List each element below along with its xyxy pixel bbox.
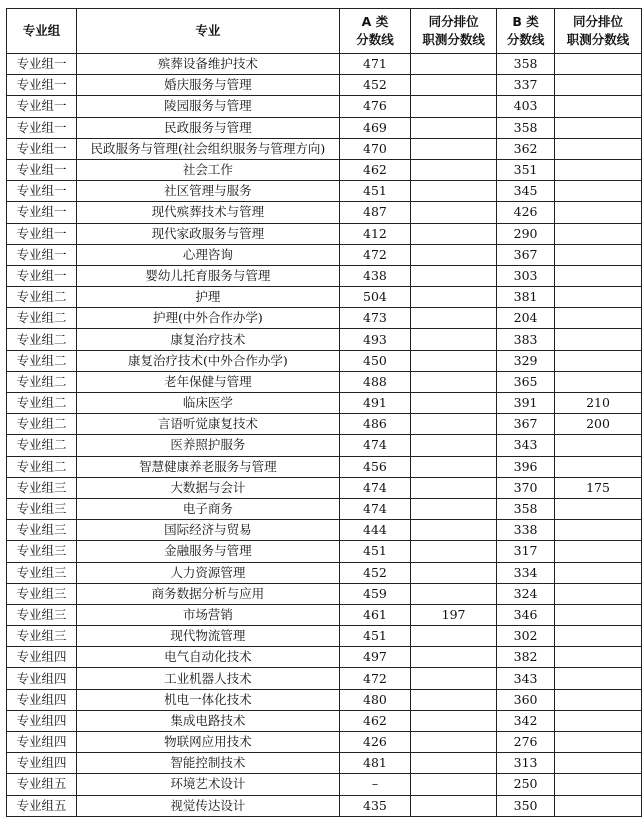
cell-major: 机电一体化技术 <box>77 689 340 710</box>
cell-b-score: 358 <box>497 117 555 138</box>
cell-same-rank-a <box>411 371 497 392</box>
cell-group: 专业组三 <box>7 583 77 604</box>
header-b-line2: 分数线 <box>506 32 545 47</box>
cell-b-score: 381 <box>497 287 555 308</box>
table-row <box>7 689 642 710</box>
cell-b-score: 317 <box>497 541 555 562</box>
cell-a-score: 504 <box>339 287 410 308</box>
table-row <box>7 414 642 435</box>
cell-a-score: 444 <box>339 520 410 541</box>
cell-a-score: 476 <box>339 96 410 117</box>
score-table <box>6 8 642 817</box>
cell-a-score: 474 <box>339 435 410 456</box>
cell-major: 老年保健与管理 <box>77 371 340 392</box>
cell-same-rank-b: 200 <box>555 414 642 435</box>
cell-group: 专业组三 <box>7 477 77 498</box>
cell-a-score: 472 <box>339 668 410 689</box>
cell-b-score: 250 <box>497 774 555 795</box>
cell-major: 工业机器人技术 <box>77 668 340 689</box>
cell-b-score: 338 <box>497 520 555 541</box>
cell-same-rank-a <box>411 329 497 350</box>
cell-a-score: 412 <box>339 223 410 244</box>
cell-b-score: 358 <box>497 498 555 519</box>
cell-major: 陵园服务与管理 <box>77 96 340 117</box>
cell-group: 专业组一 <box>7 117 77 138</box>
cell-major: 智能控制技术 <box>77 753 340 774</box>
cell-a-score: 487 <box>339 202 410 223</box>
table-body <box>7 54 642 817</box>
table-row <box>7 774 642 795</box>
cell-same-rank-b <box>555 435 642 456</box>
cell-same-rank-b <box>555 350 642 371</box>
cell-same-rank-a <box>411 795 497 816</box>
table-row <box>7 138 642 159</box>
table-row <box>7 435 642 456</box>
table-row <box>7 604 642 625</box>
cell-b-score: 360 <box>497 689 555 710</box>
cell-same-rank-b <box>555 96 642 117</box>
cell-b-score: 204 <box>497 308 555 329</box>
cell-b-score: 343 <box>497 668 555 689</box>
header-same-a-line1: 同分排位 <box>428 14 479 29</box>
cell-group: 专业组一 <box>7 159 77 180</box>
cell-group: 专业组二 <box>7 456 77 477</box>
cell-b-score: 396 <box>497 456 555 477</box>
cell-a-score: 451 <box>339 181 410 202</box>
cell-group: 专业组二 <box>7 371 77 392</box>
cell-group: 专业组二 <box>7 414 77 435</box>
cell-same-rank-b <box>555 520 642 541</box>
table-row <box>7 753 642 774</box>
table-row <box>7 710 642 731</box>
table-row <box>7 393 642 414</box>
cell-group: 专业组三 <box>7 541 77 562</box>
cell-same-rank-a <box>411 138 497 159</box>
cell-same-rank-b <box>555 138 642 159</box>
cell-same-rank-b <box>555 265 642 286</box>
header-row <box>7 9 642 54</box>
cell-same-rank-b <box>555 753 642 774</box>
cell-a-score: 481 <box>339 753 410 774</box>
table-row <box>7 159 642 180</box>
cell-same-rank-a <box>411 647 497 668</box>
cell-same-rank-b <box>555 202 642 223</box>
table-row <box>7 202 642 223</box>
cell-group: 专业组二 <box>7 329 77 350</box>
table-row <box>7 583 642 604</box>
cell-a-score: 469 <box>339 117 410 138</box>
cell-group: 专业组二 <box>7 350 77 371</box>
table-row <box>7 520 642 541</box>
cell-major: 物联网应用技术 <box>77 732 340 753</box>
cell-major: 临床医学 <box>77 393 340 414</box>
header-a-score <box>339 9 410 54</box>
cell-same-rank-a: 197 <box>411 604 497 625</box>
table-row <box>7 371 642 392</box>
cell-a-score: 426 <box>339 732 410 753</box>
cell-same-rank-a <box>411 583 497 604</box>
cell-same-rank-a <box>411 159 497 180</box>
cell-group: 专业组一 <box>7 265 77 286</box>
header-b-score <box>497 9 555 54</box>
cell-major: 社区管理与服务 <box>77 181 340 202</box>
cell-a-score: 471 <box>339 54 410 75</box>
header-a-line2: 分数线 <box>356 32 394 47</box>
cell-major: 言语听觉康复技术 <box>77 414 340 435</box>
cell-same-rank-a <box>411 626 497 647</box>
table-row <box>7 265 642 286</box>
cell-b-score: 365 <box>497 371 555 392</box>
cell-a-score: 461 <box>339 604 410 625</box>
header-same-rank-b <box>555 9 642 54</box>
cell-same-rank-a <box>411 96 497 117</box>
cell-b-score: 391 <box>497 393 555 414</box>
cell-a-score: 456 <box>339 456 410 477</box>
cell-b-score: 358 <box>497 54 555 75</box>
cell-same-rank-b <box>555 159 642 180</box>
table-row <box>7 732 642 753</box>
cell-same-rank-a <box>411 117 497 138</box>
cell-group: 专业组一 <box>7 75 77 96</box>
table-row <box>7 96 642 117</box>
cell-b-score: 383 <box>497 329 555 350</box>
cell-b-score: 345 <box>497 181 555 202</box>
cell-same-rank-b <box>555 223 642 244</box>
cell-b-score: 342 <box>497 710 555 731</box>
cell-group: 专业组二 <box>7 435 77 456</box>
cell-same-rank-b <box>555 75 642 96</box>
table-row <box>7 223 642 244</box>
cell-a-score: 480 <box>339 689 410 710</box>
cell-major: 婴幼儿托育服务与管理 <box>77 265 340 286</box>
cell-b-score: 324 <box>497 583 555 604</box>
cell-same-rank-b <box>555 287 642 308</box>
cell-b-score: 343 <box>497 435 555 456</box>
table-row <box>7 75 642 96</box>
cell-same-rank-a <box>411 732 497 753</box>
table-row <box>7 647 642 668</box>
cell-same-rank-b <box>555 308 642 329</box>
cell-major: 金融服务与管理 <box>77 541 340 562</box>
cell-same-rank-a <box>411 54 497 75</box>
cell-major: 市场营销 <box>77 604 340 625</box>
cell-b-score: 351 <box>497 159 555 180</box>
cell-major: 现代家政服务与管理 <box>77 223 340 244</box>
cell-same-rank-b <box>555 456 642 477</box>
cell-group: 专业组三 <box>7 604 77 625</box>
cell-major: 商务数据分析与应用 <box>77 583 340 604</box>
cell-major: 护理(中外合作办学) <box>77 308 340 329</box>
cell-same-rank-a <box>411 562 497 583</box>
cell-same-rank-b <box>555 244 642 265</box>
cell-a-score: 474 <box>339 498 410 519</box>
cell-a-score: 497 <box>339 647 410 668</box>
cell-same-rank-a <box>411 350 497 371</box>
table-row <box>7 244 642 265</box>
cell-same-rank-a <box>411 710 497 731</box>
cell-same-rank-b <box>555 604 642 625</box>
cell-same-rank-a <box>411 223 497 244</box>
cell-group: 专业组一 <box>7 181 77 202</box>
header-major: 专业 <box>77 9 340 54</box>
cell-a-score: 451 <box>339 626 410 647</box>
cell-group: 专业组一 <box>7 54 77 75</box>
cell-major: 现代物流管理 <box>77 626 340 647</box>
cell-a-score: 462 <box>339 710 410 731</box>
cell-same-rank-a <box>411 435 497 456</box>
cell-a-score: 462 <box>339 159 410 180</box>
table-row <box>7 456 642 477</box>
cell-b-score: 329 <box>497 350 555 371</box>
cell-same-rank-b <box>555 668 642 689</box>
cell-same-rank-a <box>411 393 497 414</box>
cell-same-rank-b <box>555 710 642 731</box>
cell-major: 婚庆服务与管理 <box>77 75 340 96</box>
cell-same-rank-b <box>555 732 642 753</box>
cell-major: 电气自动化技术 <box>77 647 340 668</box>
cell-a-score: 450 <box>339 350 410 371</box>
cell-a-score: 473 <box>339 308 410 329</box>
cell-same-rank-a <box>411 774 497 795</box>
table-row <box>7 795 642 816</box>
cell-group: 专业组三 <box>7 562 77 583</box>
cell-b-score: 334 <box>497 562 555 583</box>
cell-group: 专业组四 <box>7 689 77 710</box>
header-same-b-line2: 职测分数线 <box>566 32 630 47</box>
cell-group: 专业组三 <box>7 498 77 519</box>
cell-same-rank-a <box>411 541 497 562</box>
cell-major: 国际经济与贸易 <box>77 520 340 541</box>
cell-major: 康复治疗技术(中外合作办学) <box>77 350 340 371</box>
table-row <box>7 329 642 350</box>
cell-a-score: 472 <box>339 244 410 265</box>
cell-major: 视觉传达设计 <box>77 795 340 816</box>
cell-group: 专业组二 <box>7 393 77 414</box>
cell-major: 心理咨询 <box>77 244 340 265</box>
header-a-line1: A 类 <box>361 14 389 29</box>
cell-a-score: 491 <box>339 393 410 414</box>
cell-a-score: 470 <box>339 138 410 159</box>
cell-same-rank-a <box>411 181 497 202</box>
cell-b-score: 337 <box>497 75 555 96</box>
cell-major: 集成电路技术 <box>77 710 340 731</box>
cell-same-rank-a <box>411 308 497 329</box>
cell-same-rank-a <box>411 75 497 96</box>
cell-group: 专业组四 <box>7 753 77 774</box>
cell-same-rank-a <box>411 456 497 477</box>
cell-same-rank-b <box>555 117 642 138</box>
cell-same-rank-a <box>411 287 497 308</box>
table-row <box>7 541 642 562</box>
header-same-a-line2: 职测分数线 <box>422 32 485 47</box>
cell-group: 专业组五 <box>7 795 77 816</box>
cell-major: 民政服务与管理(社会组织服务与管理方向) <box>77 138 340 159</box>
cell-same-rank-b <box>555 689 642 710</box>
cell-b-score: 303 <box>497 265 555 286</box>
cell-same-rank-a <box>411 244 497 265</box>
cell-same-rank-b <box>555 371 642 392</box>
cell-same-rank-b <box>555 54 642 75</box>
cell-major: 康复治疗技术 <box>77 329 340 350</box>
cell-group: 专业组四 <box>7 710 77 731</box>
cell-a-score: 488 <box>339 371 410 392</box>
cell-group: 专业组一 <box>7 223 77 244</box>
table-row <box>7 562 642 583</box>
cell-group: 专业组三 <box>7 626 77 647</box>
cell-same-rank-b <box>555 498 642 519</box>
cell-b-score: 370 <box>497 477 555 498</box>
cell-same-rank-a <box>411 689 497 710</box>
cell-b-score: 276 <box>497 732 555 753</box>
cell-b-score: 403 <box>497 96 555 117</box>
cell-group: 专业组一 <box>7 96 77 117</box>
cell-b-score: 367 <box>497 414 555 435</box>
table-row <box>7 287 642 308</box>
cell-a-score: – <box>339 774 410 795</box>
cell-group: 专业组四 <box>7 647 77 668</box>
cell-group: 专业组四 <box>7 732 77 753</box>
cell-a-score: 459 <box>339 583 410 604</box>
cell-same-rank-a <box>411 414 497 435</box>
cell-b-score: 350 <box>497 795 555 816</box>
cell-a-score: 452 <box>339 75 410 96</box>
cell-a-score: 451 <box>339 541 410 562</box>
cell-b-score: 313 <box>497 753 555 774</box>
cell-a-score: 438 <box>339 265 410 286</box>
cell-major: 殡葬设备维护技术 <box>77 54 340 75</box>
cell-major: 电子商务 <box>77 498 340 519</box>
cell-b-score: 302 <box>497 626 555 647</box>
table-row <box>7 477 642 498</box>
cell-major: 社会工作 <box>77 159 340 180</box>
header-same-rank-a <box>411 9 497 54</box>
table-row <box>7 626 642 647</box>
cell-group: 专业组四 <box>7 668 77 689</box>
cell-same-rank-b <box>555 626 642 647</box>
cell-same-rank-a <box>411 498 497 519</box>
cell-a-score: 435 <box>339 795 410 816</box>
cell-group: 专业组二 <box>7 287 77 308</box>
cell-b-score: 346 <box>497 604 555 625</box>
cell-group: 专业组二 <box>7 308 77 329</box>
table-header <box>7 9 642 54</box>
cell-group: 专业组一 <box>7 244 77 265</box>
table-row <box>7 668 642 689</box>
cell-a-score: 493 <box>339 329 410 350</box>
cell-major: 人力资源管理 <box>77 562 340 583</box>
cell-group: 专业组五 <box>7 774 77 795</box>
cell-same-rank-b <box>555 562 642 583</box>
cell-same-rank-a <box>411 477 497 498</box>
cell-a-score: 452 <box>339 562 410 583</box>
cell-same-rank-b: 175 <box>555 477 642 498</box>
cell-same-rank-b <box>555 647 642 668</box>
cell-major: 现代殡葬技术与管理 <box>77 202 340 223</box>
header-same-b-line1: 同分排位 <box>573 14 624 29</box>
cell-same-rank-b: 210 <box>555 393 642 414</box>
cell-same-rank-a <box>411 753 497 774</box>
cell-a-score: 486 <box>339 414 410 435</box>
cell-same-rank-b <box>555 329 642 350</box>
cell-major: 大数据与会计 <box>77 477 340 498</box>
cell-group: 专业组一 <box>7 138 77 159</box>
cell-major: 智慧健康养老服务与管理 <box>77 456 340 477</box>
cell-b-score: 362 <box>497 138 555 159</box>
header-b-line1: B 类 <box>512 14 539 29</box>
table-row <box>7 54 642 75</box>
cell-same-rank-b <box>555 774 642 795</box>
header-group: 专业组 <box>7 9 77 54</box>
cell-same-rank-a <box>411 265 497 286</box>
cell-same-rank-b <box>555 181 642 202</box>
cell-same-rank-b <box>555 541 642 562</box>
table-row <box>7 308 642 329</box>
cell-same-rank-a <box>411 202 497 223</box>
cell-b-score: 382 <box>497 647 555 668</box>
table-row <box>7 117 642 138</box>
cell-major: 医养照护服务 <box>77 435 340 456</box>
cell-major: 护理 <box>77 287 340 308</box>
cell-group: 专业组三 <box>7 520 77 541</box>
score-table-container <box>6 8 642 817</box>
cell-b-score: 367 <box>497 244 555 265</box>
cell-major: 环境艺术设计 <box>77 774 340 795</box>
table-row <box>7 181 642 202</box>
cell-b-score: 290 <box>497 223 555 244</box>
cell-same-rank-a <box>411 668 497 689</box>
table-row <box>7 350 642 371</box>
cell-major: 民政服务与管理 <box>77 117 340 138</box>
cell-group: 专业组一 <box>7 202 77 223</box>
cell-same-rank-b <box>555 795 642 816</box>
cell-a-score: 474 <box>339 477 410 498</box>
cell-same-rank-a <box>411 520 497 541</box>
cell-b-score: 426 <box>497 202 555 223</box>
table-row <box>7 498 642 519</box>
cell-same-rank-b <box>555 583 642 604</box>
